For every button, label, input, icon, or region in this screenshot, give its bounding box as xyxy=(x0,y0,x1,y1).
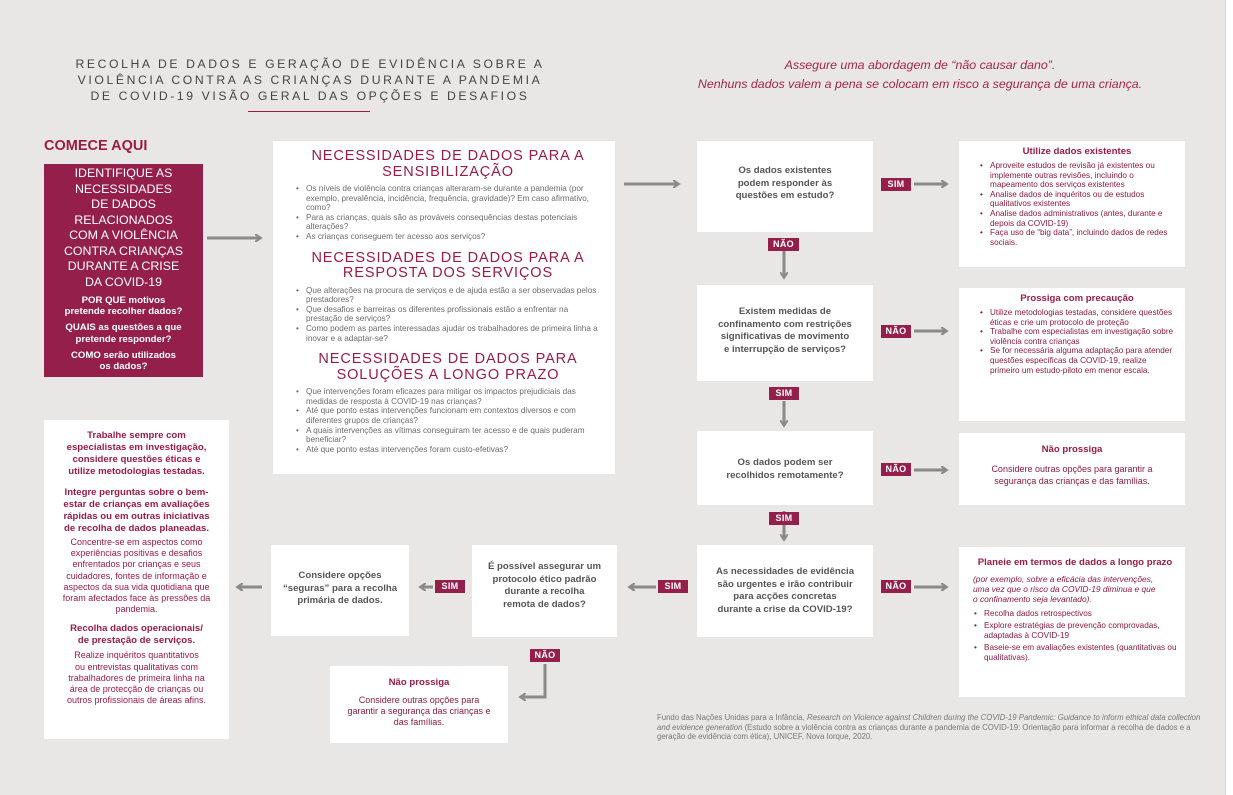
list-item: • Faça uso de “big data”, incluindo dados de redes sociais. xyxy=(990,228,1175,247)
start-line: RELACIONADOS xyxy=(74,212,173,227)
question-line: primária de dados. xyxy=(297,595,383,606)
text-line: Considere outras opções para xyxy=(358,695,480,705)
question-line: durante a recolha xyxy=(504,586,585,597)
tag-yes: SIM xyxy=(435,580,465,593)
question-line: e interrupção de serviços? xyxy=(723,343,847,355)
tag-yes: SIM xyxy=(881,178,911,191)
question-line: Os dados podem ser xyxy=(737,457,833,468)
list-item: • Trabalhe com especialistas em investigação sobre violência contra crianças xyxy=(990,327,1175,346)
tagline-line: Nenhuns dados valem a pena se colocam em risco a segurança de uma criança. xyxy=(697,77,1143,91)
text-line: considere questões éticas e xyxy=(72,454,201,465)
tag-no: NÃO xyxy=(768,238,799,251)
start-line: COM A VIOLÊNCIA xyxy=(69,228,178,242)
text-line: pandemia. xyxy=(115,604,158,615)
question-line: É possível assegurar um xyxy=(487,561,602,572)
text-line: uma vez que o risco da COVID-19 diminua e que xyxy=(973,584,1156,595)
question-line: os dados? xyxy=(99,361,148,373)
heading-line: NECESSIDADES DE DADOS PARA A xyxy=(311,148,585,164)
text-line: rápidas ou em outras iniciativas xyxy=(63,511,210,522)
text-line: enfrentados por crianças e seus xyxy=(72,559,201,570)
text-line: cuidadores, fontes de informação e xyxy=(66,570,207,581)
text-line: experiências positivas e desafios xyxy=(70,548,203,559)
text-line: área de protecção de crianças ou xyxy=(69,684,204,695)
footnote-title: Research on Violence against Children during the COVID-19 Pandemic: Guidance to inform ethical data collection and evidence generation xyxy=(657,713,1201,732)
text-line: especialistas em investigação, xyxy=(66,442,207,453)
list-item: • Aproveite estudos de revisão já existentes ou implemente outras revisões, incluindo o mapeamento dos serviços existentes xyxy=(990,161,1175,190)
start-line: IDENTIFIQUE AS xyxy=(74,166,173,180)
question-line: remota de dados? xyxy=(503,598,586,610)
question-line: confinamento com restrições xyxy=(718,318,852,330)
list-item: • As crianças conseguem ter acesso aos serviços? xyxy=(306,232,601,242)
question-line: Os dados existentes xyxy=(738,165,832,176)
text-line: Integre perguntas sobre o bem- xyxy=(64,487,209,498)
list-item: • Que desafios e barreiras os diferentes profissionais estão a enfrentar na prestação de serviços? xyxy=(306,305,601,324)
text-line: de recolha de dados planeadas. xyxy=(63,523,210,534)
text-line: outros profissionais de áreas afins. xyxy=(66,695,207,706)
text-line: Considere outras opções para garantir a xyxy=(991,464,1153,474)
tag-no: NÃO xyxy=(881,325,911,338)
text-line: segurança das crianças e das famílias. xyxy=(994,475,1150,486)
text-line: das famílias. xyxy=(393,717,445,728)
text-line: aspectos da sua vida quotidiana que xyxy=(63,581,210,592)
tag-no: NÃO xyxy=(881,463,911,476)
text-line: Trabalhe sempre com xyxy=(87,430,186,441)
footnote-text: (Estudo sobre a violência contra as crianças durante a pandemia de COVID-19: Orientação para informar a recolha de dados e a geração de evidência com ética), UNICEF, Nova Iorque, 2020. xyxy=(657,722,1191,742)
list-item: • Os níveis de violência contra crianças alteraram-se durante a pandemia (por exemplo, prevalência, incidência, frequência, gravidade)? Em caso afirmativo, como? xyxy=(306,184,601,213)
start-line: NECESSIDADES xyxy=(74,181,173,196)
arrow-q5-to-r5 xyxy=(521,664,545,697)
text-line: garantir a segurança das crianças e xyxy=(347,706,491,717)
tag-yes: SIM xyxy=(769,512,799,525)
question-line: POR QUE motivos xyxy=(81,295,166,306)
text-line: trabalhadores de primeira linha na xyxy=(68,672,205,683)
tag-no: NÃO xyxy=(530,649,560,662)
list-item: • Como podem as partes interessadas ajudar os trabalhadores de primeira linha a inovar e a adaptar-se? xyxy=(306,324,601,343)
question-line: durante a crise da COVID-19? xyxy=(717,603,853,615)
start-label: COMECE AQUI xyxy=(44,138,148,154)
start-line: DE DADOS xyxy=(91,197,156,211)
title-line: RECOLHA DE DADOS E GERAÇÃO DE EVIDÊNCIA SOBRE A xyxy=(75,57,545,71)
tag-no: NÃO xyxy=(881,580,911,593)
list-item: • Baseie-se em avaliações existentes (quantitativas ou qualitativas). xyxy=(984,643,1177,662)
list-item: • Até que ponto estas intervenções funcionam em contextos diversos e com diferentes grupos de crianças? xyxy=(306,406,601,425)
text-line: o confinamento seja levantado). xyxy=(973,594,1092,605)
list-item: • Analise dados de inquéritos ou de estudos qualitativos existentes xyxy=(990,190,1175,209)
start-line: DA COVID-19 xyxy=(84,274,163,289)
question-line: questões em estudo? xyxy=(735,190,835,201)
list-item: • Recolha dados retrospectivos xyxy=(984,609,1177,619)
text-line: Concentre-se em aspectos como xyxy=(70,537,203,547)
question-line: pretende responder? xyxy=(75,333,172,345)
text-line: (por exemplo, sobre a eficácia das intervenções, xyxy=(973,574,1154,584)
heading-line: NECESSIDADES DE DADOS PARA xyxy=(318,351,578,368)
heading-line: SOLUÇÕES A LONGO PRAZO xyxy=(336,366,560,383)
text-line: de prestação de serviços. xyxy=(77,635,196,647)
question-line: Considere opções xyxy=(298,570,382,581)
tag-yes: SIM xyxy=(658,580,688,593)
question-line: protocolo ético padrão xyxy=(492,573,597,585)
question-line: significativas de movimento xyxy=(720,331,850,342)
question-line: recolhidos remotamente? xyxy=(726,469,844,481)
text-line: foram afectados face às pressões da xyxy=(62,593,211,604)
result-title: Não prossiga xyxy=(388,677,450,688)
list-item: • Analise dados administrativos (antes, durante e depois da COVID-19) xyxy=(990,209,1175,228)
source-footnote xyxy=(657,713,1205,742)
result-title: Planeie em termos de dados a longo prazo xyxy=(977,557,1173,568)
title-line: VIOLÊNCIA CONTRA AS CRIANÇAS DURANTE A PANDEMIA xyxy=(77,73,543,87)
question-line: As necessidades de evidência xyxy=(715,566,855,577)
text-line: estar de crianças em avaliações xyxy=(63,499,210,510)
footnote-text: Fundo das Nações Unidas para a Infância, xyxy=(657,713,807,722)
start-line: CONTRA CRIANÇAS xyxy=(63,243,184,258)
result-title: Não prossiga xyxy=(1041,444,1103,455)
tag-yes: SIM xyxy=(769,387,799,400)
list-item: • Que intervenções foram eficazes para mitigar os impactos prejudiciais das medidas de resposta à COVID-19 nas crianças? xyxy=(306,387,601,406)
question-line: para acções concretas xyxy=(733,591,837,602)
list-item: • A quais intervenções as vítimas conseguiram ter acesso e de quais puderam beneficiar? xyxy=(306,426,601,445)
question-line: COMO serão utilizados xyxy=(70,349,177,361)
heading-line: NECESSIDADES DE DADOS PARA A xyxy=(311,249,585,266)
list-item: • Até que ponto estas intervenções foram custo-efetivas? xyxy=(306,445,601,455)
text-line: utilize metodologias testadas. xyxy=(68,466,205,477)
tagline-line: Assegure uma abordagem de “não causar dano”. xyxy=(784,58,1056,72)
question-line: “seguras” para a recolha xyxy=(282,582,398,594)
list-item: • Que alterações na procura de serviços e de ajuda estão a ser observadas pelos prestadores? xyxy=(306,286,601,305)
text-line: ou entrevistas qualitativas com xyxy=(74,661,199,672)
result-title: Prossiga com precaução xyxy=(1020,293,1134,304)
title-line: DE COVID-19 VISÃO GERAL DAS OPÇÕES E DESAFIOS xyxy=(90,89,530,103)
start-line: DURANTE A CRISE xyxy=(67,259,180,273)
result-title: Utilize dados existentes xyxy=(1022,146,1132,157)
list-item: • Para as crianças, quais são as prováveis consequências destas potenciais alterações? xyxy=(306,213,601,232)
question-line: pretende recolher dados? xyxy=(64,306,183,318)
list-item: • Se for necessária alguma adaptação para atender questões específicas da COVID-19, realize primeiro um estudo-piloto em menor escala. xyxy=(990,346,1175,375)
question-line: QUAIS as questões a que xyxy=(65,322,182,334)
question-line: são urgentes e irão contribuir xyxy=(717,578,853,590)
question-line: Existem medidas de xyxy=(738,306,832,317)
text-line: Realize inquéritos quantitativos xyxy=(74,650,199,661)
question-line: podem responder às xyxy=(737,177,833,189)
list-item: • Utilize metodologias testadas, considere questões éticas e crie um protocolo de proteção xyxy=(990,308,1175,327)
page-edge xyxy=(1225,0,1233,795)
list-item: • Explore estratégias de prevenção comprovadas, adaptadas à COVID-19 xyxy=(984,621,1177,640)
text-line: Recolha dados operacionais/ xyxy=(70,623,203,635)
heading-line: RESPOSTA DOS SERVIÇOS xyxy=(342,265,554,282)
heading-line: SENSIBILIZAÇÃO xyxy=(382,163,514,180)
